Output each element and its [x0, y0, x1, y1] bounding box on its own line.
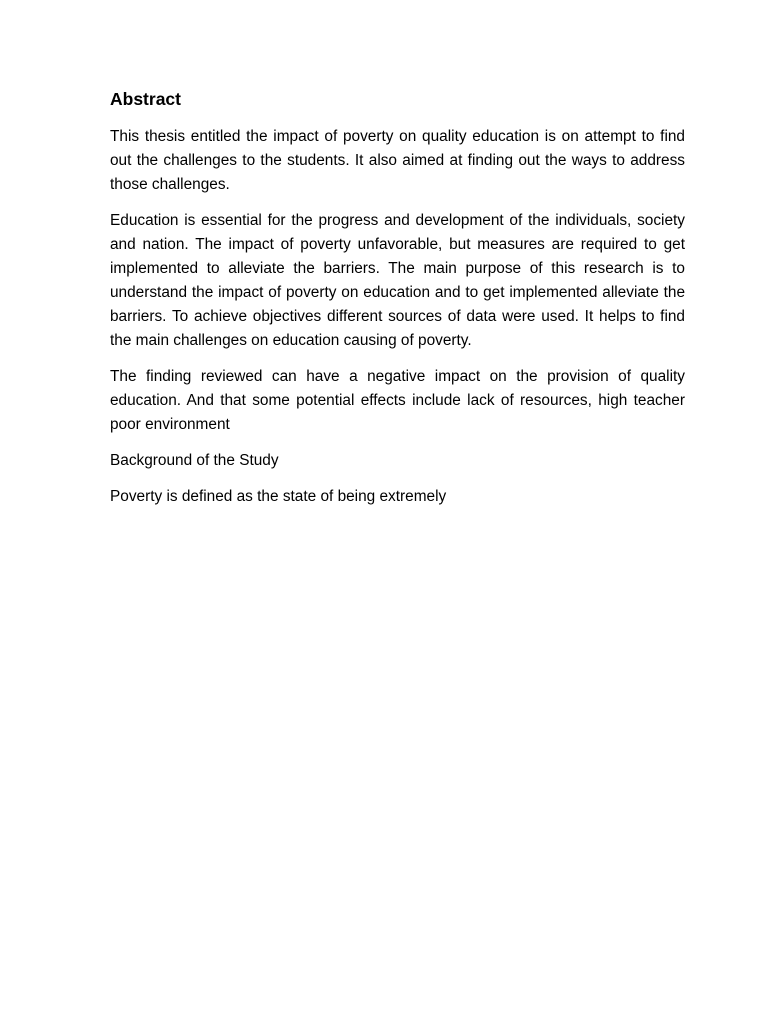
document-body: [110, 88, 685, 521]
background-subheading: Background of the Study: [110, 452, 279, 469]
abstract-heading: Abstract: [110, 89, 181, 109]
abstract-paragraph-3: The finding reviewed can have a negative impact on the provision of quality education. And that some potential effects include lack of resources, high teacher poor environment: [110, 368, 685, 433]
background-paragraph-start: Poverty is defined as the state of being extremely: [110, 488, 447, 505]
abstract-paragraph-1: This thesis entitled the impact of poverty on quality education is on attempt to find out the challenges to the students. It also aimed at finding out the ways to address those challenges.: [110, 128, 685, 193]
abstract-paragraph-2: Education is essential for the progress and development of the individuals, society and nation. The impact of poverty unfavorable, but measures are required to get implemented to alleviate the barriers. The main purpose of this research is to understand the impact of poverty on education and to get implemented alleviate the barriers. To achieve objectives different sources of data were used. It helps to find the main challenges on education causing of poverty.: [110, 212, 685, 349]
